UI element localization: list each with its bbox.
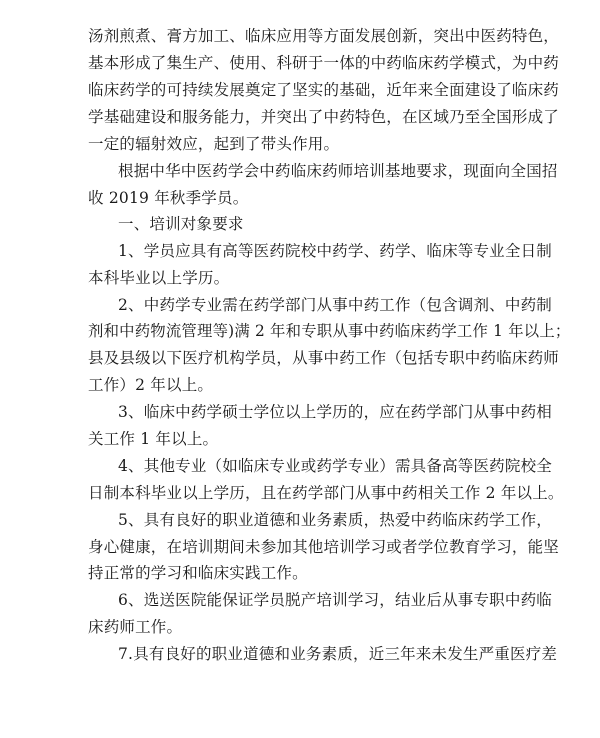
text-line: 2、中药学专业需在药学部门从事中药工作（包含调剂、中药制 bbox=[118, 296, 552, 314]
text-line: 4、其他专业（如临床专业或药学专业）需具备高等医药院校全 bbox=[118, 457, 552, 475]
text-line: 持正常的学习和临床实践工作。 bbox=[88, 564, 308, 582]
text-line: 收 2019 年秋季学员。 bbox=[88, 189, 249, 207]
text-line: 床药师工作。 bbox=[88, 618, 183, 636]
text-line: 剂和中药物流管理等)满 2 年和专职从事中药临床药学工作 1 年以上； bbox=[88, 322, 571, 340]
text-line: 6、选送医院能保证学员脱产培训学习，结业后从事专职中药临 bbox=[118, 591, 552, 609]
text-line: 一定的辐射效应，起到了带头作用。 bbox=[88, 135, 340, 153]
text-line: 根据中华中医药学会中药临床药师培训基地要求，现面向全国招 bbox=[118, 162, 558, 180]
text-line: 7.具有良好的职业道德和业务素质，近三年来未发生严重医疗差 bbox=[118, 645, 558, 663]
text-line: 本科毕业以上学历。 bbox=[88, 269, 230, 287]
text-line: 1、学员应具有高等医药院校中药学、药学、临床等专业全日制 bbox=[118, 242, 552, 260]
text-line: 汤剂煎煮、膏方加工、临床应用等方面发展创新，突出中医药特色， bbox=[88, 27, 560, 45]
text-line: 基本形成了集生产、使用、科研于一体的中药临床药学模式，为中药 bbox=[88, 54, 560, 72]
section-heading-text: 一、培训对象要求 bbox=[118, 215, 244, 233]
text-line: 3、临床中药学硕士学位以上学历的，应在药学部门从事中药相 bbox=[118, 403, 552, 421]
text-line: 5、具有良好的职业道德和业务素质，热爱中药临床药学工作， bbox=[118, 511, 552, 529]
text-line: 日制本科毕业以上学历，且在药学部门从事中药相关工作 2 年以上。 bbox=[88, 484, 564, 502]
text-line: 身心健康，在培训期间未参加其他培训学习或者学位教育学习，能坚 bbox=[88, 538, 560, 556]
text-line: 学基础建设和服务能力，并突出了中药特色，在区域乃至全国形成了 bbox=[88, 108, 560, 126]
text-line: 县及县级以下医疗机构学员，从事中药工作（包括专职中药临床药师 bbox=[88, 349, 560, 367]
text-line: 工作）2 年以上。 bbox=[88, 376, 214, 394]
text-line: 临床药学的可持续发展奠定了坚实的基础，近年来全面建设了临床药 bbox=[88, 81, 560, 99]
text-line: 关工作 1 年以上。 bbox=[88, 430, 219, 448]
